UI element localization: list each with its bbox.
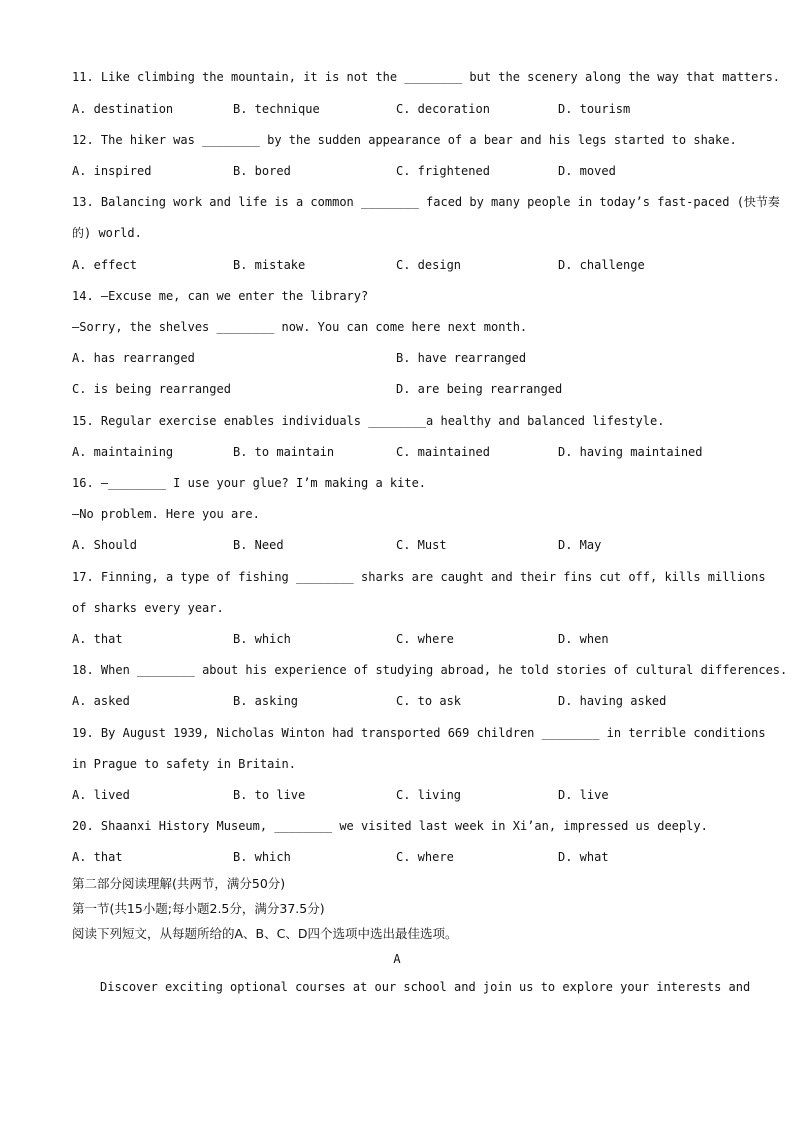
instruction-text: 阅读下列短文，从每题所给的A、B、C、D四个选项中选出最佳选项。 xyxy=(72,926,458,941)
question-stem: The hiker was ________ by the sudden appearance of a bear and his legs started to shake. xyxy=(100,133,737,147)
option-c: C. decoration xyxy=(396,102,490,116)
question-stem: When ________ about his experience of studying abroad, he told stories of cultural differences. xyxy=(100,663,788,677)
option-d: D. moved xyxy=(558,164,616,178)
option-a: A. that xyxy=(72,632,123,646)
question-number: 17. xyxy=(72,570,94,584)
question-15 xyxy=(72,413,664,429)
passage-first-line: Discover exciting optional courses at our school and join us to explore your interests and xyxy=(100,980,751,994)
question-17-continued: of sharks every year. xyxy=(72,601,224,615)
option-b: B. to maintain xyxy=(233,445,335,459)
question-16-reply: —No problem. Here you are. xyxy=(72,507,260,521)
question-number: 16. xyxy=(72,476,94,490)
option-a: A. asked xyxy=(72,694,130,708)
option-c: C. frightened xyxy=(396,164,490,178)
question-14 xyxy=(72,288,368,304)
option-c: C. is being rearranged xyxy=(72,382,231,396)
question-16 xyxy=(72,475,426,491)
question-13 xyxy=(72,194,780,210)
option-c: C. Must xyxy=(396,538,447,552)
question-19-continued: in Prague to safety in Britain. xyxy=(72,757,296,771)
option-a: A. inspired xyxy=(72,164,152,178)
option-b: B. technique xyxy=(233,102,320,116)
option-a: A. destination xyxy=(72,102,174,116)
option-d: D. tourism xyxy=(558,102,631,116)
option-d: D. May xyxy=(558,538,602,552)
option-a: A. maintaining xyxy=(72,445,174,459)
question-17 xyxy=(72,569,766,585)
option-c: C. living xyxy=(396,788,462,802)
question-19 xyxy=(72,725,766,741)
question-number: 18. xyxy=(72,663,94,677)
option-b: B. have rearranged xyxy=(396,351,527,365)
option-c: C. to ask xyxy=(396,694,462,708)
option-c: C. where xyxy=(396,850,454,864)
option-a: A. has rearranged xyxy=(72,351,195,365)
question-number: 20. xyxy=(72,819,94,833)
section-subtitle: 第一节(共15小题;每小题2.5分，满分37.5分) xyxy=(72,901,325,916)
option-b: B. which xyxy=(233,850,291,864)
question-12 xyxy=(72,132,737,148)
question-number: 19. xyxy=(72,726,94,740)
option-d: D. live xyxy=(558,788,609,802)
question-20 xyxy=(72,818,708,834)
question-11 xyxy=(72,69,780,85)
question-18 xyxy=(72,662,787,678)
option-b: B. mistake xyxy=(233,258,306,272)
option-c: C. design xyxy=(396,258,462,272)
option-a: A. Should xyxy=(72,538,138,552)
question-stem: Regular exercise enables individuals ________a healthy and balanced lifestyle. xyxy=(100,414,665,428)
option-d: D. challenge xyxy=(558,258,645,272)
option-b: B. Need xyxy=(233,538,284,552)
option-a: A. lived xyxy=(72,788,130,802)
option-d: D. having asked xyxy=(558,694,667,708)
question-number: 14. xyxy=(72,289,94,303)
passage-label: A xyxy=(393,952,401,966)
option-c: C. maintained xyxy=(396,445,490,459)
part-title: 第二部分阅读理解(共两节，满分50分) xyxy=(72,876,286,891)
option-c: C. where xyxy=(396,632,454,646)
question-number: 11. xyxy=(72,70,94,84)
option-d: D. are being rearranged xyxy=(396,382,563,396)
question-number: 15. xyxy=(72,414,94,428)
option-a: A. that xyxy=(72,850,123,864)
question-stem: Like climbing the mountain, it is not the ________ but the scenery along the way that matters. xyxy=(100,70,781,84)
question-stem: Shaanxi History Museum, ________ we visited last week in Xi’an, impressed us deeply. xyxy=(100,819,708,833)
option-a: A. effect xyxy=(72,258,138,272)
option-b: B. which xyxy=(233,632,291,646)
question-number: 12. xyxy=(72,133,94,147)
question-stem: —Excuse me, can we enter the library? xyxy=(100,289,369,303)
question-stem: By August 1939, Nicholas Winton had transported 669 children ________ in terrible conditions xyxy=(100,726,766,740)
question-stem: —________ I use your glue? I’m making a kite. xyxy=(100,476,427,490)
option-b: B. bored xyxy=(233,164,291,178)
option-d: D. when xyxy=(558,632,609,646)
question-14-reply: —Sorry, the shelves ________ now. You can come here next month. xyxy=(72,320,528,334)
question-13-continued: 的) world. xyxy=(72,226,142,240)
option-d: D. having maintained xyxy=(558,445,703,459)
question-stem: Finning, a type of fishing ________ sharks are caught and their fins cut off, kills millions xyxy=(100,570,766,584)
option-b: B. asking xyxy=(233,694,299,708)
question-number: 13. xyxy=(72,195,94,209)
option-b: B. to live xyxy=(233,788,306,802)
question-stem: Balancing work and life is a common ________ faced by many people in today’s fast-paced (快节奏 xyxy=(100,195,780,209)
option-d: D. what xyxy=(558,850,609,864)
